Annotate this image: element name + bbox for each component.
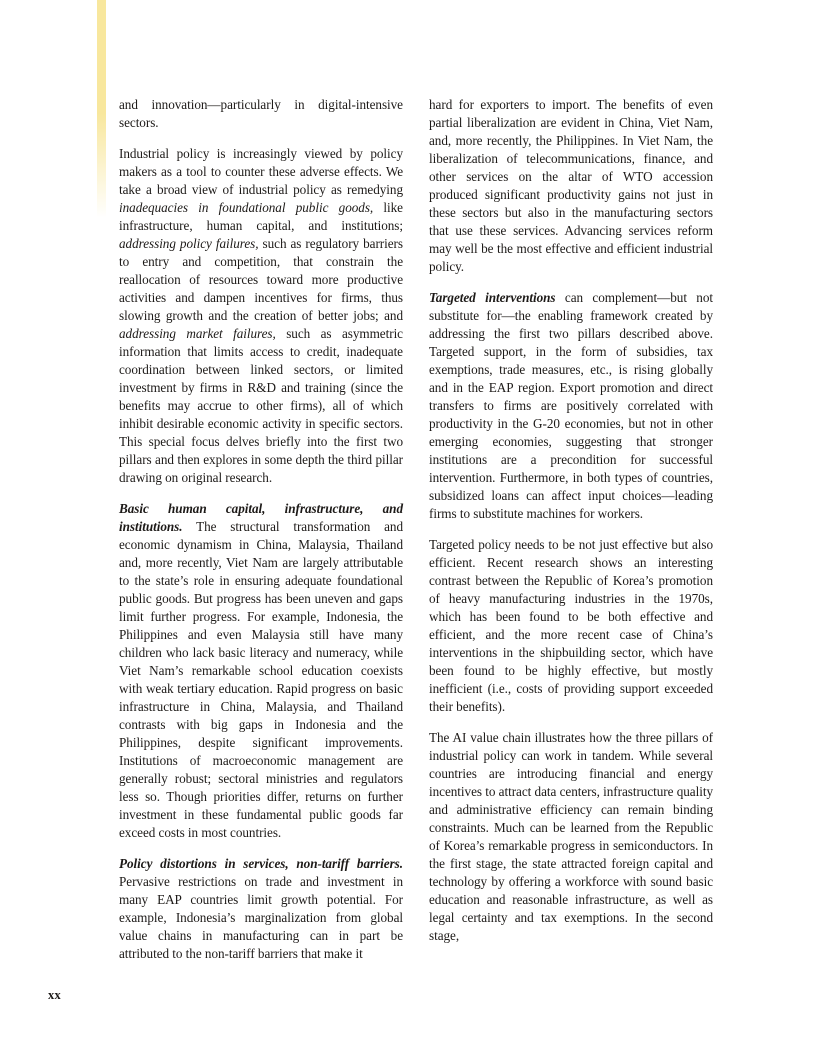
accent-stripe <box>97 0 106 218</box>
left-column <box>119 96 403 963</box>
text-run-regular: such as regulatory barriers to entry and competition, that constrain the reallocation of resources toward more productive activities and dampen incentives for firms, thus slowing growth and the creation of better jobs; and <box>119 236 403 323</box>
text-columns <box>119 96 713 963</box>
text-paragraph <box>119 500 403 842</box>
text-run-italic: inadequacies in foundational public goods, <box>119 200 374 215</box>
text-run-regular: can complement—but not substitute for—the enabling framework created by addressing the first two pillars described above. Targeted support, in the form of subsidies, tax exemptions, trade measures, etc., is rising globally and in the EAP region. Export promotion and direct transfers to firms are positively correlated with productivity in the G-20 economies, but not in other emerging economies, suggesting that stronger institutions are a precondition for successful intervention. Furthermore, in both types of countries, subsidized loans can affect input choices—leading firms to substitute machines for workers. <box>429 290 713 521</box>
right-column <box>429 96 713 963</box>
text-paragraph <box>119 855 403 963</box>
text-paragraph <box>119 96 403 132</box>
text-run-regular: The AI value chain illustrates how the three pillars of industrial policy can work in tandem. While several countries are introducing financial and energy incentives to attract data centers, infrastructure quality and administrative efficiency can remain binding constraints. Much can be learned from the Republic of Korea’s remarkable progress in semiconductors. In the first stage, the state attracted foreign capital and technology by offering a workforce with sound basic education and reasonable infrastructure, as well as legal certainty and tax exemptions. In the second stage, <box>429 730 713 943</box>
text-run-italic: addressing policy failures, <box>119 236 259 251</box>
page-number: xx <box>48 988 62 1002</box>
text-run-bold-italic: Basic human capital, infrastructure, and institutions. <box>119 501 403 534</box>
text-run-regular: Targeted policy needs to be not just effective but also efficient. Recent research shows an interesting contrast between the Republic of Korea’s promotion of heavy manufacturing industries in the 1970s, which has been found to be both effective and efficient, and the more recent case of China’s interventions in the shipbuilding sector, which have been found to be highly effective, but mostly inefficient (i.e., costs of providing support exceeded their benefits). <box>429 537 713 714</box>
text-paragraph <box>429 289 713 523</box>
text-run-regular: The structural transformation and economic dynamism in China, Malaysia, Thailand and, more recently, Viet Nam are largely attributable to the state’s role in ensuring adequate foundational public goods. But progress has been uneven and gaps limit further progress. For example, Indonesia, the Philippines and even Malaysia still have many children who lack basic literacy and numeracy, while Viet Nam’s remarkable school education coexists with weak tertiary education. Rapid progress on basic infrastructure in China, Malaysia, and Thailand contrasts with big gaps in Indonesia and the Philippines, despite significant improvements. Institutions of macroeconomic management are generally robust; sectoral ministries and regulators less so. Though priorities differ, returns on further investment in these fundamental public goods far exceed costs in most countries. <box>119 519 403 840</box>
text-run-regular: such as asymmetric information that limits access to credit, inadequate coordination between linked sectors, or limited investment by firms in R&D and training (since the benefits may accrue to other firms), all of which inhibit desirable economic activity in specific sectors. This special focus delves briefly into the first two pillars and then explores in some depth the third pillar drawing on original research. <box>119 326 403 485</box>
text-paragraph <box>429 729 713 945</box>
text-paragraph <box>429 536 713 716</box>
text-run-regular: like infrastructure, human capital, and institutions; <box>119 200 403 233</box>
text-paragraph <box>119 145 403 487</box>
text-run-regular: and innovation—particularly in digital-intensive sectors. <box>119 97 403 130</box>
text-paragraph <box>429 96 713 276</box>
text-run-bold-italic: Targeted interventions <box>429 290 556 305</box>
text-run-regular: Pervasive restrictions on trade and investment in many EAP countries limit growth potential. For example, Indonesia’s marginalization from global value chains in manufacturing can in part be attributed to the non-tariff barriers that make it <box>119 874 403 961</box>
text-run-regular: Industrial policy is increasingly viewed by policy makers as a tool to counter these adverse effects. We take a broad view of industrial policy as remedying <box>119 146 403 197</box>
text-run-italic: addressing market failures, <box>119 326 276 341</box>
text-run-bold-italic: Policy distortions in services, non-tariff barriers. <box>119 856 403 871</box>
text-run-regular: hard for exporters to import. The benefits of even partial liberalization are evident in China, Viet Nam, and, more recently, the Philippines. In Viet Nam, the liberalization of telecommunications, finance, and other services on the altar of WTO accession produced significant productivity gains not just in these sectors but also in the manufacturing sectors that use these services. Advancing services reform may well be the most effective and efficient industrial policy. <box>429 97 713 274</box>
